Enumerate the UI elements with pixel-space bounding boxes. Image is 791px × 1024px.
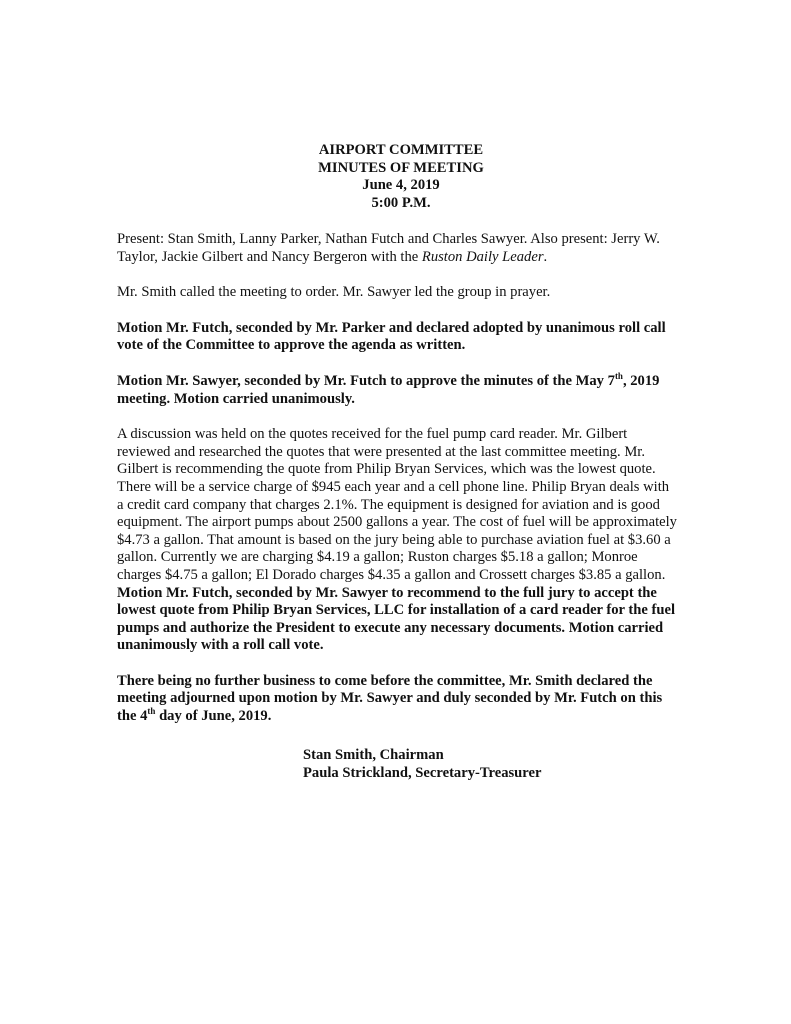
minutes-motion-end: , 2019 meeting. Motion carried unanimously.: [117, 372, 660, 407]
document-header: [125, 142, 677, 212]
fuel-pump-discussion-paragraph: [117, 426, 677, 655]
secretary-signature: Paula Strickland, Secretary-Treasurer: [303, 764, 542, 781]
signature-block: [303, 746, 677, 782]
adjournment-text: There being no further business to come before the committee, Mr. Smith declared the meeting adjourned upon motion by Mr. Sawyer and duly seconded by Mr. Futch on this the 4: [117, 672, 663, 725]
adjournment-end: day of June, 2019.: [155, 708, 272, 725]
minutes-approval-paragraph: [117, 373, 677, 408]
chairman-signature: Stan Smith, Chairman: [303, 746, 444, 763]
minutes-motion-text: Motion Mr. Sawyer, seconded by Mr. Futch to approve the minutes of the May 7: [117, 372, 615, 389]
attendance-text: Present: Stan Smith, Lanny Parker, Nathan Futch and Charles Sawyer. Also present: Jerry W. Taylor, Jackie Gilbert and Nancy Bergeron with the: [117, 231, 660, 265]
call-to-order-paragraph: Mr. Smith called the meeting to order. Mr. Sawyer led the group in prayer.: [117, 284, 551, 301]
discussion-text: A discussion was held on the quotes received for the fuel pump card reader. Mr. Gilbert reviewed and researched the quotes that were presented at the last committee meeting. Mr. Gilbert is recommending the quote from Philip Bryan Services, which was the lowest quote. There will be a service charge of $945 each year and a cell phone line. Philip Bryan deals with a credit card company that charges 2.1%. The equipment is designed for aviation and is good equipment. The airport pumps about 2500 gallons a year. The cost of fuel will be approximately $4.73 a gallon. That amount is based on the jury being able to purchase aviation fuel at $3.60 a gallon. Currently we are charging $4.19 a gallon; Ruston charges $5.18 a gallon; Monroe charges $4.75 a gallon; El Dorado charges $4.35 a gallon and Crossett charges $3.85 a gallon.: [117, 426, 677, 583]
committee-title: AIRPORT COMMITTEE: [318, 142, 484, 158]
meeting-date: June 4, 2019: [362, 177, 440, 193]
ordinal-suffix: th: [614, 371, 623, 382]
ordinal-suffix: th: [147, 706, 156, 717]
meeting-time: 5:00 P.M.: [371, 194, 431, 211]
newspaper-name: Ruston Daily Leader: [421, 248, 544, 265]
adjournment-paragraph: [117, 673, 677, 726]
minutes-document: [117, 142, 677, 782]
attendance-paragraph: [117, 231, 677, 266]
document-type: MINUTES OF MEETING: [318, 159, 484, 176]
agenda-motion-paragraph: Motion Mr. Futch, seconded by Mr. Parker and declared adopted by unanimous roll call vote of the Committee to approve the agenda as written.: [117, 319, 666, 354]
card-reader-motion: Motion Mr. Futch, seconded by Mr. Sawyer to recommend to the full jury to accept the lowest quote from Philip Bryan Services, LLC for installation of a card reader for the fuel pumps and authorize the President to execute any necessary documents. Motion carried unanimously with a roll call vote.: [117, 584, 676, 654]
attendance-end: .: [543, 248, 548, 265]
